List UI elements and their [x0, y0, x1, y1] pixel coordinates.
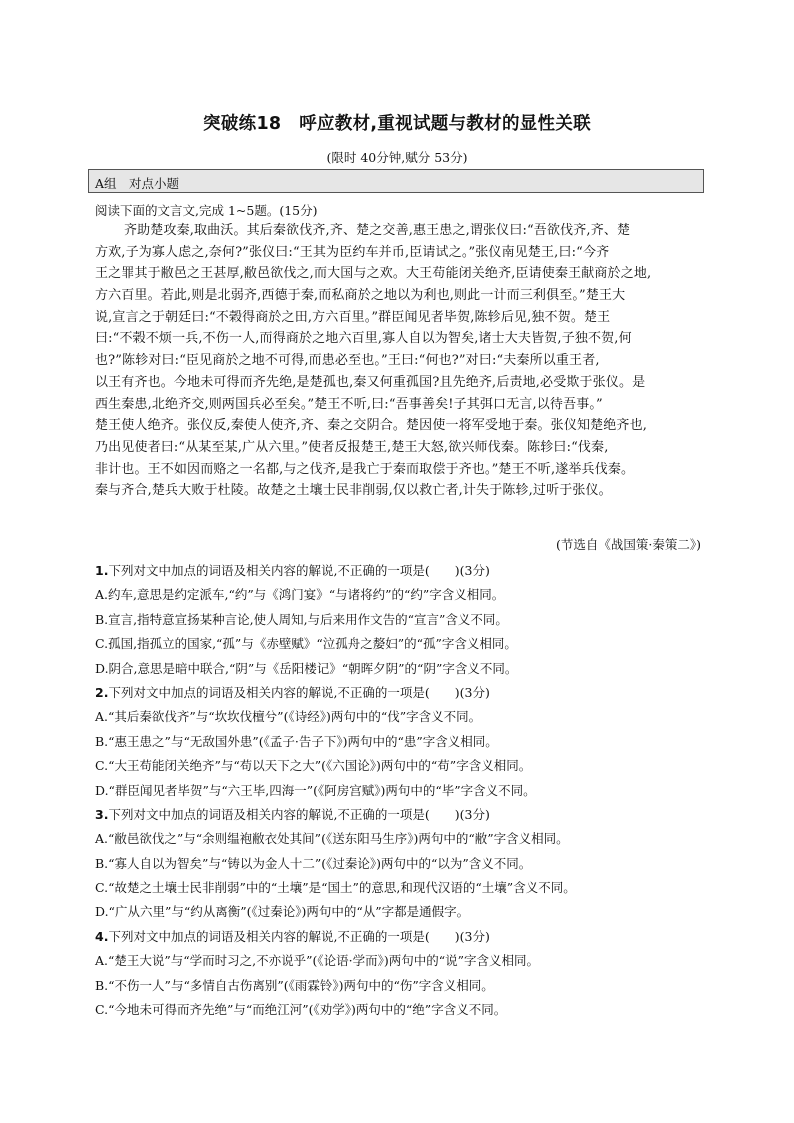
question-list — [95, 559, 715, 1022]
passage-line: 秦与齐合,楚兵大败于杜陵。故楚之土壤士民非削弱,仅以救亡者,计失于陈轸,过听于张仪。 — [95, 483, 612, 499]
question-stem — [95, 681, 715, 705]
section-label: A组 对点小题 — [95, 176, 180, 191]
passage-line: 西生秦患,北绝齐交,则两国兵必至矣。”楚王不听,曰:“吾事善矣!子其弭口无言,以待吾事。” — [95, 396, 603, 412]
answer-option: A.“其后秦欲伐齐”与“坎坎伐檀兮”(《诗经》)两句中的“伐”字含义不同。 — [95, 709, 482, 725]
question-number: 3. — [95, 806, 109, 822]
passage-line: 方欢,子为寡人虑之,奈何?”张仪曰:“王其为臣约车并币,臣请试之。”张仪南见楚王,曰:“今齐 — [95, 244, 610, 260]
question-stem — [95, 559, 715, 583]
answer-option: D.“广从六里”与“约从离衡”(《过秦论》)两句中的“从”字都是通假字。 — [95, 904, 470, 920]
answer-option: B.“惠王患之”与“无敌国外患”(《孟子·告子下》)两句中的“患”字含义相同。 — [95, 733, 498, 749]
answer-option: B.宣言,指特意宣扬某种言论,使人周知,与后来用作文告的“宣言”含义不同。 — [95, 611, 508, 627]
time-limit-note: (限时 40分钟,赋分 53分) — [326, 150, 468, 165]
question-text: 下列对文中加点的词语及相关内容的解说,不正确的一项是( )(3分) — [108, 563, 490, 578]
answer-option: C.“大王苟能闭关绝齐”与“苟以天下之大”(《六国论》)两句中的“苟”字含义相同。 — [95, 758, 532, 774]
classical-passage — [95, 220, 701, 502]
question-text: 下列对文中加点的词语及相关内容的解说,不正确的一项是( )(3分) — [108, 806, 490, 822]
answer-option: D.“群臣闻见者毕贺”与“六王毕,四海一”(《阿房宫赋》)两句中的“毕”字含义不同。 — [95, 782, 536, 798]
question-stem — [95, 803, 715, 827]
question-stem — [95, 925, 715, 949]
section-header-bar — [88, 169, 704, 193]
reading-instruction: 阅读下面的文言文,完成 1~5题。(15分) — [95, 203, 318, 218]
question-text: 下列对文中加点的词语及相关内容的解说,不正确的一项是( )(3分) — [108, 928, 490, 944]
answer-option: A.“敝邑欲伐之”与“余则缊袍敝衣处其间”(《送东阳马生序》)两句中的“敝”字含义相同。 — [95, 831, 569, 847]
answer-option: D.阴合,意思是暗中联合,“阴”与《岳阳楼记》“朝晖夕阴”的“阴”字含义不同。 — [95, 660, 518, 676]
answer-option: B.“不伤一人”与“多情自古伤离别”(《雨霖铃》)两句中的“伤”字含义相同。 — [95, 977, 494, 993]
question-number: 2. — [95, 684, 109, 700]
answer-option: B.“寡人自以为智矣”与“铸以为金人十二”(《过秦论》)两句中的“以为”含义不同。 — [95, 855, 532, 871]
question-text: 下列对文中加点的词语及相关内容的解说,不正确的一项是( )(3分) — [108, 684, 490, 700]
passage-line: 以王有齐也。今地未可得而齐先绝,是楚孤也,秦又何重孤国?且先绝齐,后责地,必受欺于张仪。是 — [95, 374, 646, 390]
answer-option: A.“楚王大说”与“学而时习之,不亦说乎”(《论语·学而》)两句中的“说”字含义相同。 — [95, 953, 540, 969]
passage-line: 楚王使人绝齐。张仪反,秦使人使齐,齐、秦之交阴合。楚因使一将军受地于秦。张仪知楚绝齐也, — [95, 418, 647, 434]
question-number: 4. — [95, 928, 109, 944]
page-title: 突破练18 呼应教材,重视试题与教材的显性关联 — [203, 114, 591, 134]
answer-option: C.“今地未可得而齐先绝”与“而绝江河”(《劝学》)两句中的“绝”字含义不同。 — [95, 1002, 507, 1018]
passage-line: 非计也。王不如因而赂之一名都,与之伐齐,是我亡于秦而取偿于齐也。”楚王不听,遂举兵伐秦。 — [95, 461, 635, 477]
passage-line: 王之罪其于敝邑之王甚厚,敝邑欲伐之,而大国与之欢。大王苟能闭关绝齐,臣请使秦王献商於之地, — [95, 266, 652, 282]
answer-option: A.约车,意思是约定派车,“约”与《鸿门宴》“与诸将约”的“约”字含义相同。 — [95, 587, 505, 603]
passage-line: 乃出见使者曰:“从某至某,广从六里。”使者反报楚王,楚王大怒,欲兴师伐秦。陈轸曰:“伐秦, — [95, 439, 609, 455]
passage-line: 齐助楚攻秦,取曲沃。其后秦欲伐齐,齐、楚之交善,惠王患之,谓张仪曰:“吾欲伐齐,齐、楚 — [124, 223, 631, 238]
passage-line: 方六百里。若此,则是北弱齐,西德于秦,而私商於之地以为利也,则此一计而三利俱至。”楚王大 — [95, 288, 626, 304]
answer-option: C.孤国,指孤立的国家,“孤”与《赤壁赋》“泣孤舟之嫠妇”的“孤”字含义相同。 — [95, 636, 517, 652]
question-number: 1. — [95, 563, 109, 578]
passage-line: 曰:“不榖不烦一兵,不伤一人,而得商於之地六百里,寡人自以为智矣,诸士大夫皆贺,子独不贺,何 — [95, 331, 632, 347]
passage-line: 也?”陈轸对曰:“臣见商於之地不可得,而患必至也。”王曰:“何也?”对曰:“夫秦所以重王者, — [95, 353, 600, 369]
passage-line: 说,宣言之于朝廷曰:“不榖得商於之田,方六百里。”群臣闻见者毕贺,陈轸后见,独不贺。楚王 — [95, 309, 611, 325]
passage-source: (节选自《战国策·秦策二》) — [556, 537, 701, 552]
answer-option: C.“故楚之土壤士民非削弱”中的“土壤”是“国土”的意思,和现代汉语的“土壤”含义不同。 — [95, 880, 576, 896]
